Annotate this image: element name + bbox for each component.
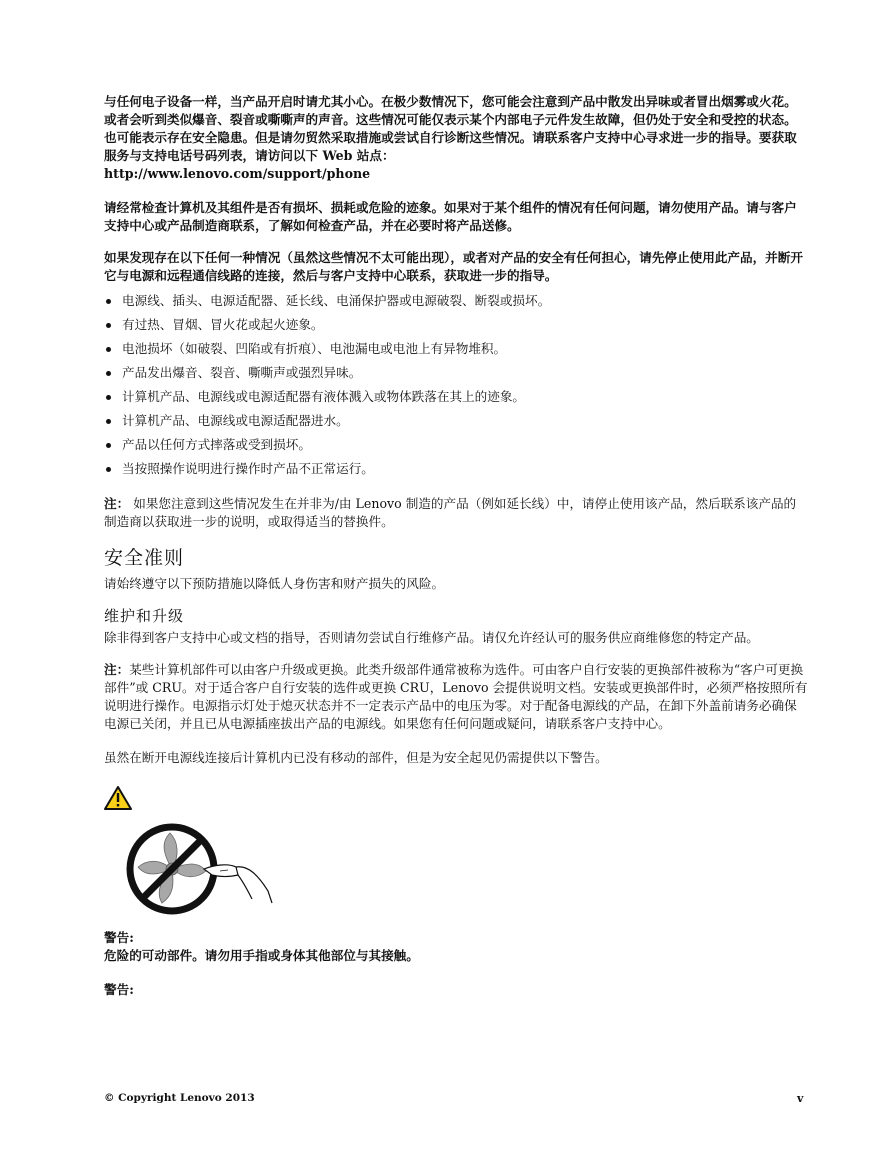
conditions-list — [104, 289, 808, 481]
moving-fan-prohibition-icon — [130, 827, 272, 911]
list-item: 产品发出爆音、裂音、嘶嘶声或强烈异味。 — [104, 361, 808, 385]
warning-2-label: 警告: — [104, 982, 134, 997]
warning-text: 危险的可动部件。请勿用手指或身体其他部位与其接触。 — [104, 948, 419, 963]
warning-illustration — [104, 785, 284, 915]
page-number: v — [797, 1092, 804, 1105]
page-body — [104, 93, 808, 999]
list-item: 电源线、插头、电源适配器、延长线、电涌保护器或电源破裂、断裂或损坏。 — [104, 289, 808, 313]
list-item: 产品以任何方式摔落或受到损坏。 — [104, 433, 808, 457]
warning-figure — [104, 785, 284, 915]
moving-parts-paragraph: 虽然在断开电源线连接后计算机内已没有移动的部件，但是为安全起见仍需提供以下警告。 — [104, 750, 608, 765]
list-item: 电池损坏（如破裂、凹陷或有折痕）、电池漏电或电池上有异物堆积。 — [104, 337, 808, 361]
warning-triangle-icon — [105, 787, 131, 809]
list-item: 当按照操作说明进行操作时产品不正常运行。 — [104, 457, 808, 481]
footer-copyright: © Copyright Lenovo 2013 — [104, 1092, 255, 1104]
support-url[interactable]: http://www.lenovo.com/support/phone — [104, 166, 371, 181]
note-label: 注： — [104, 496, 130, 511]
note-label: 注： — [104, 662, 130, 677]
warning-1 — [104, 929, 808, 965]
note-text: 某些计算机部件可以由客户升级或更换。此类升级部件通常被称为选件。可由客户自行安装的更换部件被称为“客户可更换部件”或 CRU。对于适合客户自行安装的选件或更换 CRU，Lenovo 会提供说明文档。安装或更换部件时，必须严格按照所有说明进行操作。电源指示灯处于熄灭状态并不一定表示产品中的电压为零。对于配备电源线的产品，在卸下外盖前请务必确保电源已关闭，并且已从电源插座拔出产品的电源线。如果您有任何问题或疑问，请联系客户支持中心。 — [104, 662, 808, 731]
intro-paragraph-3: 如果发现存在以下任何一种情况（虽然这些情况不太可能出现），或者对产品的安全有任何担心，请先停止使用此产品，并断开它与电源和远程通信线路的连接，然后与客户支持中心联系，获取进一步的指导。 — [104, 250, 803, 283]
list-item: 计算机产品、电源线或电源适配器进水。 — [104, 409, 808, 433]
list-item: 有过热、冒烟、冒火花或起火迹象。 — [104, 313, 808, 337]
maintenance-paragraph: 除非得到客户支持中心或文档的指导，否则请勿尝试自行维修产品。请仅允许经认可的服务供应商维修您的特定产品。 — [104, 630, 759, 645]
note-text: 如果您注意到这些情况发生在并非为/由 Lenovo 制造的产品（例如延长线）中，请停止使用该产品，然后联系该产品的制造商以获取进一步的说明，或取得适当的替换件。 — [104, 496, 797, 529]
warning-label: 警告: — [104, 930, 134, 945]
note-2 — [104, 661, 808, 733]
subsection-title: 维护和升级 — [104, 607, 185, 625]
intro-paragraph-2: 请经常检查计算机及其组件是否有损坏、损耗或危险的迹象。如果对于某个组件的情况有任何问题，请勿使用产品。请与客户支持中心或产品制造商联系，了解如何检查产品，并在必要时将产品送修。 — [104, 200, 797, 233]
section-title: 安全准则 — [104, 547, 185, 569]
section-intro: 请始终遵守以下预防措施以降低人身伤害和财产损失的风险。 — [104, 576, 445, 591]
list-item: 计算机产品、电源线或电源适配器有液体溅入或物体跌落在其上的迹象。 — [104, 385, 808, 409]
note-1 — [104, 495, 808, 531]
intro-paragraph-1: 与任何电子设备一样，当产品开启时请尤其小心。在极少数情况下，您可能会注意到产品中散发出异味或者冒出烟雾或火花。或者会听到类似爆音、裂音或嘶嘶声的声音。这些情况可能仅表示某个内部电子元件发生故障，但仍处于安全和受控的状态。也可能表示存在安全隐患。但是请勿贸然采取措施或尝试自行诊断这些情况。请联系客户支持中心寻求进一步的指导。要获取服务与支持电话号码列表，请访问以下 Web 站点： http://www.lenovo.com/support/phone — [104, 94, 797, 181]
